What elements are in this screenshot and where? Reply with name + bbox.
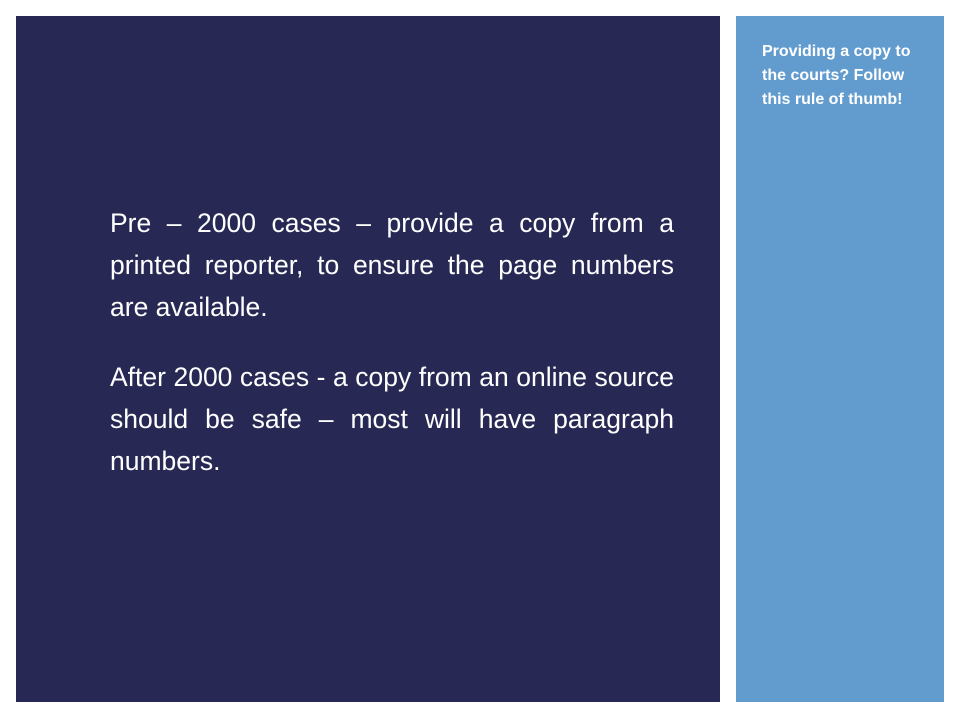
main-body-text [110, 202, 674, 482]
paragraph-after-2000: After 2000 cases - a copy from an online source should be safe – most will have paragraph numbers. [110, 362, 674, 476]
sidebar-panel [736, 16, 944, 702]
main-content-panel [16, 16, 720, 702]
sidebar-heading: Providing a copy to the courts? Follow this rule of thumb! [762, 43, 911, 108]
paragraph-pre-2000: Pre – 2000 cases – provide a copy from a printed reporter, to ensure the page numbers are available. [110, 208, 674, 322]
